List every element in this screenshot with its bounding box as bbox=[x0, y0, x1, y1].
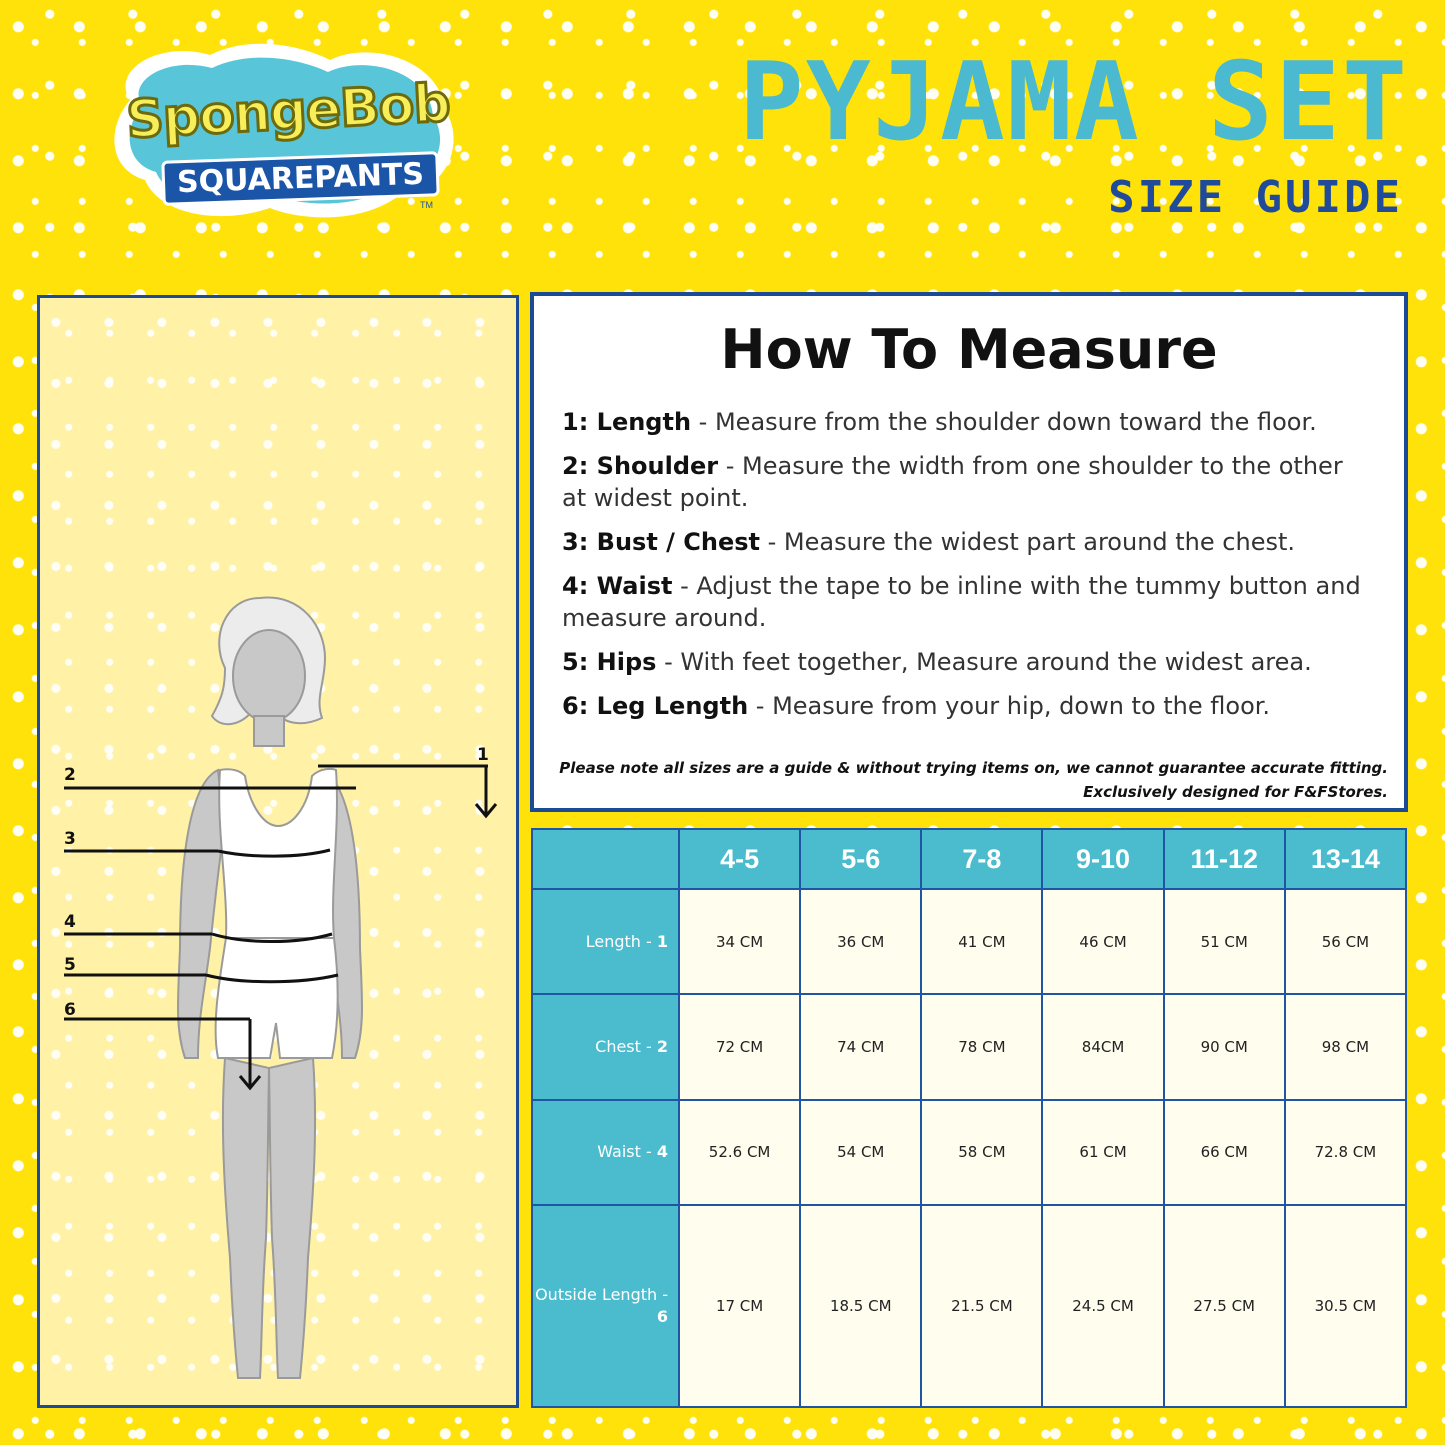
size-header-row bbox=[532, 829, 1406, 889]
table-cell: 36 CM bbox=[800, 889, 921, 994]
row-header bbox=[532, 1100, 679, 1205]
table-cell: 90 CM bbox=[1164, 994, 1285, 1099]
table-row-chest bbox=[532, 994, 1406, 1099]
row-label: Outside Length - bbox=[535, 1285, 668, 1305]
table-cell: 78 CM bbox=[921, 994, 1042, 1099]
size-header: 7-8 bbox=[921, 829, 1042, 889]
instruction-label: 6: Leg Length bbox=[562, 692, 749, 720]
row-number: 4 bbox=[656, 1142, 668, 1162]
size-table bbox=[531, 828, 1407, 1408]
row-number: 2 bbox=[656, 1037, 668, 1057]
disclaimer-note: Please note all sizes are a guide & without trying items on, we cannot guarantee accurate fitting. bbox=[559, 759, 1388, 777]
instruction-label: 3: Bust / Chest bbox=[562, 528, 760, 556]
disclaimer-notes bbox=[559, 756, 1388, 804]
table-cell: 18.5 CM bbox=[800, 1205, 921, 1407]
instruction-item-chest bbox=[562, 526, 1362, 558]
marker-1-label: 1 bbox=[477, 745, 489, 765]
row-header bbox=[532, 1205, 679, 1407]
instruction-item-leg-length bbox=[562, 690, 1362, 722]
instruction-label: 1: Length bbox=[562, 408, 692, 436]
body-figure-illustration bbox=[40, 298, 516, 1405]
marker-6-label: 6 bbox=[64, 1000, 76, 1020]
table-row-outside-length bbox=[532, 1205, 1406, 1407]
table-corner bbox=[532, 829, 679, 889]
row-label: Chest - bbox=[595, 1037, 657, 1057]
table-cell: 54 CM bbox=[800, 1100, 921, 1205]
page-title: PYJAMA SET bbox=[738, 40, 1409, 165]
instruction-item-shoulder bbox=[562, 450, 1362, 514]
table-cell: 66 CM bbox=[1164, 1100, 1285, 1205]
instruction-list bbox=[562, 406, 1362, 734]
instruction-text: - Measure from the shoulder down toward the floor. bbox=[691, 408, 1317, 436]
table-cell: 27.5 CM bbox=[1164, 1205, 1285, 1407]
instruction-item-waist bbox=[562, 570, 1362, 634]
row-number: 6 bbox=[656, 1307, 668, 1327]
logo-squarepants-text: SQUAREPANTS bbox=[161, 151, 439, 206]
table-cell: 34 CM bbox=[679, 889, 800, 994]
table-cell: 74 CM bbox=[800, 994, 921, 1099]
table-cell: 84CM bbox=[1042, 994, 1163, 1099]
table-cell: 98 CM bbox=[1285, 994, 1406, 1099]
table-row-waist bbox=[532, 1100, 1406, 1205]
instruction-label: 5: Hips bbox=[562, 648, 657, 676]
size-header: 13-14 bbox=[1285, 829, 1406, 889]
table-cell: 17 CM bbox=[679, 1205, 800, 1407]
table-cell: 24.5 CM bbox=[1042, 1205, 1163, 1407]
table-cell: 56 CM bbox=[1285, 889, 1406, 994]
size-header: 5-6 bbox=[800, 829, 921, 889]
instruction-text: - Measure from your hip, down to the floor. bbox=[748, 692, 1271, 720]
marker-2-label: 2 bbox=[64, 765, 76, 785]
how-to-measure-title: How To Measure bbox=[720, 318, 1218, 381]
table-cell: 52.6 CM bbox=[679, 1100, 800, 1205]
spongebob-logo bbox=[100, 30, 470, 230]
table-cell: 21.5 CM bbox=[921, 1205, 1042, 1407]
instruction-item-length bbox=[562, 406, 1362, 438]
row-number: 1 bbox=[656, 931, 668, 951]
table-cell: 30.5 CM bbox=[1285, 1205, 1406, 1407]
exclusive-note: Exclusively designed for F&FStores. bbox=[1083, 783, 1388, 801]
instruction-label: 4: Waist bbox=[562, 572, 673, 600]
logo-spongebob-text: SpongeBob bbox=[124, 73, 452, 151]
table-cell: 72 CM bbox=[679, 994, 800, 1099]
row-label: Length - bbox=[585, 931, 657, 951]
marker-4-label: 4 bbox=[64, 912, 76, 932]
marker-5-label: 5 bbox=[64, 955, 76, 975]
page-subtitle: SIZE GUIDE bbox=[1108, 172, 1403, 223]
table-cell: 61 CM bbox=[1042, 1100, 1163, 1205]
instruction-text: - Measure the widest part around the chest. bbox=[760, 528, 1295, 556]
row-header bbox=[532, 994, 679, 1099]
instruction-text: - Adjust the tape to be inline with the tummy button and measure around. bbox=[562, 572, 1361, 632]
instruction-label: 2: Shoulder bbox=[562, 452, 719, 480]
logo-trademark: TM bbox=[420, 200, 433, 210]
instruction-text: - Measure the width from one shoulder to the other at widest point. bbox=[562, 452, 1343, 512]
table-row-length bbox=[532, 889, 1406, 994]
marker-3-label: 3 bbox=[64, 829, 76, 849]
table-cell: 58 CM bbox=[921, 1100, 1042, 1205]
size-header: 9-10 bbox=[1042, 829, 1163, 889]
measurement-figure-panel bbox=[37, 295, 519, 1408]
table-cell: 51 CM bbox=[1164, 889, 1285, 994]
size-header: 4-5 bbox=[679, 829, 800, 889]
how-to-measure-panel bbox=[530, 292, 1408, 812]
table-cell: 41 CM bbox=[921, 889, 1042, 994]
table-cell: 72.8 CM bbox=[1285, 1100, 1406, 1205]
size-header: 11-12 bbox=[1164, 829, 1285, 889]
row-label: Waist - bbox=[597, 1142, 657, 1162]
table-cell: 46 CM bbox=[1042, 889, 1163, 994]
row-header bbox=[532, 889, 679, 994]
instruction-item-hips bbox=[562, 646, 1362, 678]
instruction-text: - With feet together, Measure around the widest area. bbox=[656, 648, 1312, 676]
